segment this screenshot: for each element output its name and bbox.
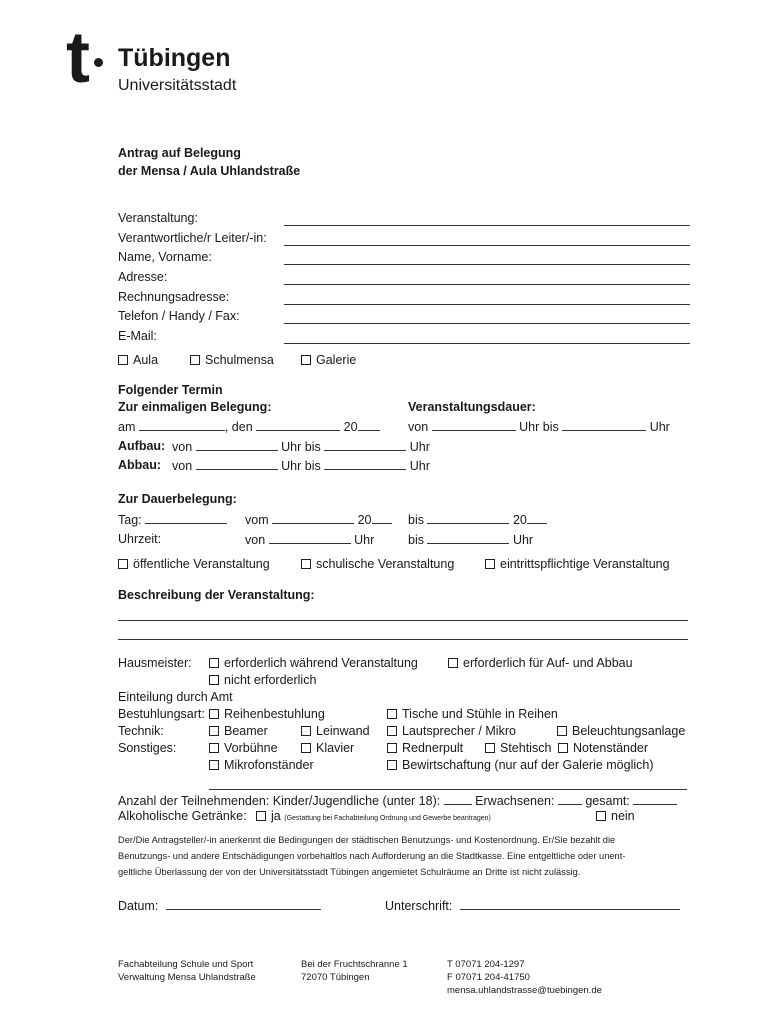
uhrzeit-label: Uhrzeit: [118, 532, 162, 546]
type-eintritt[interactable] [485, 557, 670, 571]
type-oeffentlich-label: öffentliche Veranstaltung [133, 557, 270, 571]
einteilung-label: Einteilung durch Amt [118, 690, 233, 704]
opt-leinwand-label: Leinwand [316, 724, 370, 738]
opt-bewirtschaftung[interactable] [387, 758, 654, 772]
einmalig-date-row [118, 419, 380, 434]
form-title-line1: Antrag auf Belegung [118, 146, 241, 160]
abbau-label: Abbau: [118, 458, 162, 472]
label-telefon: Telefon / Handy / Fax: [118, 309, 240, 323]
aufbau-label: Aufbau: [118, 439, 166, 453]
jahr-label: 20 [343, 420, 358, 434]
input-von[interactable] [432, 419, 516, 431]
room-schulmensa[interactable] [190, 353, 274, 367]
abbau-von-label: von [172, 459, 193, 473]
input-bis[interactable] [562, 419, 646, 431]
alkohol-row [118, 809, 491, 823]
uhrzeit-von-label: von [245, 533, 266, 547]
label-veranstaltung: Veranstaltung: [118, 211, 198, 225]
opt-klavier[interactable] [301, 741, 354, 755]
input-dauer-vom[interactable] [272, 512, 354, 524]
hausmeister-label: Hausmeister: [118, 656, 192, 670]
input-abbau-bis[interactable] [324, 458, 406, 470]
input-adresse[interactable] [284, 284, 690, 285]
dauer-tag-row [118, 512, 227, 527]
checkbox-eintritt[interactable] [485, 559, 495, 569]
alkohol-nein[interactable] [596, 809, 635, 823]
von-label: von [408, 420, 429, 434]
vom-label: vom [245, 513, 269, 527]
label-leiter: Verantwortliche/r Leiter/-in: [118, 231, 267, 245]
input-kinder[interactable] [444, 793, 472, 805]
alkohol-label: Alkoholische Getränke: [118, 809, 247, 823]
checkbox-bewirtschaftung[interactable] [387, 760, 397, 770]
gesamt-label: gesamt: [585, 794, 630, 808]
den-label: , den [224, 420, 253, 434]
aufbau-bis-label: bis [304, 440, 321, 454]
uhrzeit-bis-label: bis [408, 533, 424, 547]
opt-lautsprecher-label: Lautsprecher / Mikro [402, 724, 516, 738]
input-vom-jahr[interactable] [372, 512, 392, 524]
dauer-time-row [408, 419, 670, 434]
opt-rednerpult[interactable] [387, 741, 463, 755]
opt-beamer-label: Beamer [224, 724, 268, 738]
input-uhrzeit-von[interactable] [269, 532, 351, 544]
type-schulisch[interactable] [301, 557, 454, 571]
input-datum[interactable] [256, 419, 340, 431]
footer-admin: Verwaltung Mensa Uhlandstraße [118, 972, 256, 983]
checkbox-stehtisch[interactable] [485, 743, 495, 753]
opt-lautsprecher[interactable] [387, 724, 516, 738]
checkbox-beamer[interactable] [209, 726, 219, 736]
opt-waehrend[interactable] [209, 656, 418, 670]
checkbox-vorbuehne[interactable] [209, 743, 219, 753]
opt-nicht[interactable] [209, 673, 316, 687]
input-name[interactable] [284, 264, 690, 265]
checkbox-lautsprecher[interactable] [387, 726, 397, 736]
dauer-heading: Veranstaltungsdauer: [408, 400, 536, 414]
opt-stehtisch[interactable] [485, 741, 551, 755]
checkbox-leinwand[interactable] [301, 726, 311, 736]
abbau-uhr2: Uhr [409, 459, 430, 473]
opt-rednerpult-label: Rednerpult [402, 741, 464, 755]
input-jahr[interactable] [358, 419, 380, 431]
input-dauer-tag[interactable] [145, 512, 227, 524]
input-telefon[interactable] [284, 323, 690, 324]
am-label: am [118, 420, 136, 434]
form-title-line2: der Mensa / Aula Uhlandstraße [118, 164, 301, 178]
input-leiter[interactable] [284, 245, 690, 246]
datum-label: Datum: [118, 899, 159, 913]
opt-leinwand[interactable] [301, 724, 370, 738]
checkbox-reihen[interactable] [209, 709, 219, 719]
checkbox-klavier[interactable] [301, 743, 311, 753]
termin-heading: Folgender Termin [118, 383, 223, 397]
logo-city: Tübingen [118, 44, 231, 72]
unterschrift-label: Unterschrift: [385, 899, 453, 913]
input-unterschrift[interactable] [460, 898, 680, 910]
disclaimer-line1: Der/Die Antragsteller/-in anerkennt die Bedingungen der städtischen Benutzungs- und Kostenordnung. Er/Sie bezahlt die [118, 835, 616, 845]
aufbau-von-label: von [172, 440, 193, 454]
disclaimer-line3: geltliche Überlassung der von der Universitätsstadt Tübingen angemietet Schulräume an Dritte ist nicht zulässig. [118, 867, 581, 877]
uhrzeit-von-row [245, 532, 374, 547]
abbau-uhr1: Uhr [281, 459, 302, 473]
logo-letter: t [66, 18, 88, 98]
input-veranstaltung[interactable] [284, 225, 690, 226]
label-adresse: Adresse: [118, 270, 168, 284]
uhr-bis-label: Uhr bis [519, 420, 559, 434]
sonstiges-label: Sonstiges: [118, 741, 177, 755]
opt-waehrend-label: erforderlich während Veranstaltung [224, 656, 418, 670]
footer-street: Bei der Fruchtschranne 1 [301, 959, 408, 970]
checkbox-notenstaender[interactable] [558, 743, 568, 753]
label-rechnung: Rechnungsadresse: [118, 290, 230, 304]
type-schulisch-label: schulische Veranstaltung [316, 557, 455, 571]
opt-aufabbau-label: erforderlich für Auf- und Abbau [463, 656, 633, 670]
opt-reihen-label: Reihenbestuhlung [224, 707, 325, 721]
opt-reihen[interactable] [209, 707, 325, 721]
logo-subtitle: Universitätsstadt [118, 77, 237, 94]
input-uhrzeit-bis[interactable] [427, 532, 509, 544]
checkbox-oeffentlich[interactable] [118, 559, 128, 569]
input-sonstiges-line[interactable] [209, 789, 687, 790]
room-galerie[interactable] [301, 353, 356, 367]
input-aufbau-von[interactable] [196, 439, 278, 451]
alkohol-note: (Gestattung bei Fachabteilung Ordnung und Gewerbe beantragen) [284, 815, 491, 822]
opt-mikrofon-label: Mikrofonständer [224, 758, 314, 772]
uhrzeit-bis-row [408, 532, 533, 547]
checkbox-aula[interactable] [118, 355, 128, 365]
input-beschreibung-2[interactable] [118, 639, 688, 640]
opt-mikrofon[interactable] [209, 758, 314, 772]
unterschrift-row [385, 898, 680, 913]
opt-nicht-label: nicht erforderlich [224, 673, 317, 687]
room-aula-label: Aula [133, 353, 159, 367]
input-gesamt[interactable] [633, 793, 677, 805]
footer-dept: Fachabteilung Schule und Sport [118, 959, 254, 970]
checkbox-alkohol-ja[interactable] [256, 811, 266, 821]
erwachsene-label: Erwachsenen: [475, 794, 555, 808]
opt-notenstaender[interactable] [558, 741, 648, 755]
footer-col1 [118, 958, 256, 984]
checkbox-waehrend[interactable] [209, 658, 219, 668]
label-name: Name, Vorname: [118, 250, 212, 264]
alkohol-ja-label: ja [271, 809, 281, 823]
uhrzeit-uhr2: Uhr [512, 533, 534, 547]
room-schulmensa-label: Schulmensa [205, 353, 274, 367]
opt-beamer[interactable] [209, 724, 268, 738]
opt-bewirtschaftung-label: Bewirtschaftung (nur auf der Galerie möglich) [402, 758, 654, 772]
bis-jahr-label: 20 [512, 513, 527, 527]
room-galerie-label: Galerie [316, 353, 357, 367]
checkbox-nicht[interactable] [209, 675, 219, 685]
logo-dot [94, 58, 103, 67]
aufbau-row [118, 439, 165, 453]
label-email: E-Mail: [118, 329, 157, 343]
checkbox-beleuchtung[interactable] [557, 726, 567, 736]
opt-vorbuehne-label: Vorbühne [224, 741, 278, 755]
footer-email[interactable]: mensa.uhlandstrasse@tuebingen.de [447, 985, 602, 996]
abbau-bis-label: bis [304, 459, 321, 473]
checkbox-aufabbau[interactable] [448, 658, 458, 668]
uhr-label: Uhr [649, 420, 670, 434]
footer-phone: T 07071 204-1297 [447, 959, 525, 970]
checkbox-schulisch[interactable] [301, 559, 311, 569]
technik-label: Technik: [118, 724, 164, 738]
abbau-times [172, 458, 430, 473]
bestuhlungsart-label: Bestuhlungsart: [118, 707, 205, 721]
opt-tische-label: Tische und Stühle in Reihen [402, 707, 558, 721]
opt-aufabbau[interactable] [448, 656, 633, 670]
footer-col2 [301, 958, 408, 984]
teilnehmer-row [118, 793, 677, 808]
beschreibung-heading: Beschreibung der Veranstaltung: [118, 588, 315, 602]
aufbau-uhr1: Uhr [281, 440, 302, 454]
checkbox-alkohol-nein[interactable] [596, 811, 606, 821]
opt-beleuchtung-label: Beleuchtungsanlage [572, 724, 686, 738]
aufbau-times [172, 439, 430, 454]
opt-stehtisch-label: Stehtisch [500, 741, 552, 755]
checkbox-rednerpult[interactable] [387, 743, 397, 753]
footer-fax: F 07071 204-41750 [447, 972, 530, 983]
room-aula[interactable] [118, 353, 158, 367]
bis-label: bis [408, 513, 424, 527]
tag-label: Tag: [118, 513, 142, 527]
opt-tische[interactable] [387, 707, 558, 721]
opt-notenstaender-label: Notenständer [573, 741, 649, 755]
input-rechnung[interactable] [284, 304, 690, 305]
dauerbelegung-heading: Zur Dauerbelegung: [118, 492, 237, 506]
footer-city: 72070 Tübingen [301, 972, 370, 983]
checkbox-mikrofon[interactable] [209, 760, 219, 770]
disclaimer-line2: Benutzungs- und andere Entschädigungen vorbehaltlos nach Aufforderung an die Stadtkasse. Eine entgeltliche oder unent- [118, 851, 626, 861]
abbau-row [118, 458, 161, 472]
aufbau-uhr2: Uhr [409, 440, 430, 454]
uhrzeit-uhr1: Uhr [354, 533, 375, 547]
input-aufbau-bis[interactable] [324, 439, 406, 451]
type-eintritt-label: eintrittspflichtige Veranstaltung [500, 557, 670, 571]
footer-col3 [447, 958, 602, 997]
opt-vorbuehne[interactable] [209, 741, 278, 755]
checkbox-schulmensa[interactable] [190, 355, 200, 365]
input-beschreibung-1[interactable] [118, 620, 688, 621]
input-erwachsene[interactable] [558, 793, 582, 805]
einmalig-heading: Zur einmaligen Belegung: [118, 400, 272, 414]
input-bis-jahr[interactable] [527, 512, 547, 524]
alkohol-nein-label: nein [611, 809, 635, 823]
opt-beleuchtung[interactable] [557, 724, 685, 738]
input-datum-sign[interactable] [166, 898, 321, 910]
type-oeffentlich[interactable] [118, 557, 270, 571]
checkbox-tische[interactable] [387, 709, 397, 719]
input-email[interactable] [284, 343, 690, 344]
vom-jahr-label: 20 [357, 513, 372, 527]
input-tag[interactable] [139, 419, 225, 431]
input-dauer-bis[interactable] [427, 512, 509, 524]
opt-klavier-label: Klavier [316, 741, 355, 755]
teilnehmer-label: Anzahl der Teilnehmenden: Kinder/Jugendliche (unter 18): [118, 794, 441, 808]
checkbox-galerie[interactable] [301, 355, 311, 365]
dauer-vom-row [245, 512, 392, 527]
dauer-bis-row [408, 512, 547, 527]
input-abbau-von[interactable] [196, 458, 278, 470]
datum-row [118, 898, 321, 913]
